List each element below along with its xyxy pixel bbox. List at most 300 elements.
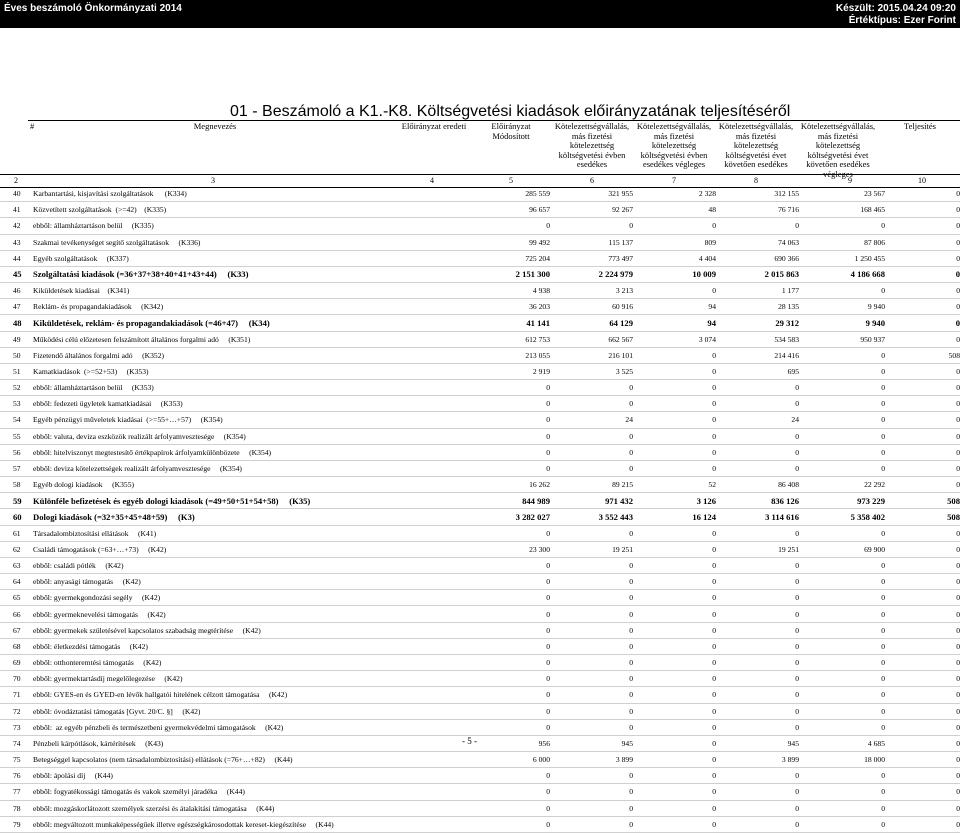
row-value: 0: [885, 784, 960, 800]
table-row: [0, 671, 960, 687]
row-description: ebből: államháztartáson belül (K353): [33, 380, 428, 396]
row-value: 844 989: [467, 493, 550, 509]
table-row: [0, 557, 960, 573]
table-row: [0, 541, 960, 557]
row-value: 96 657: [467, 202, 550, 218]
row-number: 47: [0, 299, 33, 315]
table-row: [0, 250, 960, 266]
row-value: 19 251: [550, 541, 633, 557]
row-value: 0: [885, 460, 960, 476]
table-row: [0, 218, 960, 234]
row-value: 0: [633, 283, 716, 299]
row-description: ebből: ápolási díj (K44): [33, 768, 428, 784]
row-value: 0: [633, 525, 716, 541]
row-value: 18 000: [799, 752, 885, 768]
row-value: 0: [633, 687, 716, 703]
row-value: 0: [885, 412, 960, 428]
expenditure-table: [0, 186, 960, 833]
row-value: 0: [550, 768, 633, 784]
row-value: 0: [885, 396, 960, 412]
row-number: 57: [0, 460, 33, 476]
row-value: 0: [885, 234, 960, 250]
report-header-bar: [0, 0, 960, 28]
col-header-c10: Teljesítés: [904, 121, 936, 131]
row-description: ebből: gyermektartásdíj megelőlegezése (K42): [33, 671, 428, 687]
row-value: 0: [633, 574, 716, 590]
table-row: [0, 266, 960, 282]
row-value: 0: [467, 687, 550, 703]
row-value: 0: [633, 218, 716, 234]
row-value: 6 000: [467, 752, 550, 768]
spacer-cell: [428, 315, 467, 331]
row-value: 0: [885, 719, 960, 735]
row-description: ebből: megváltozott munkaképességűek illetve egészségkárosodottak kereset-kiegészítése (K44): [33, 816, 428, 832]
spacer-cell: [428, 493, 467, 509]
report-title: 01 - Beszámoló a K1.-K8. Költségvetési kiadások előirányzatának teljesítéséről: [230, 103, 791, 120]
row-number: 60: [0, 509, 33, 525]
spacer-cell: [428, 574, 467, 590]
row-value: 809: [633, 234, 716, 250]
row-number: 45: [0, 266, 33, 282]
spacer-cell: [428, 283, 467, 299]
row-value: 0: [799, 638, 885, 654]
row-value: 0: [885, 299, 960, 315]
row-value: 0: [467, 444, 550, 460]
spacer-cell: [428, 509, 467, 525]
row-value: 0: [550, 590, 633, 606]
row-value: 3 282 027: [467, 509, 550, 525]
row-number: 71: [0, 687, 33, 703]
row-value: 0: [716, 380, 799, 396]
row-value: 0: [550, 218, 633, 234]
row-value: 0: [467, 719, 550, 735]
row-value: 0: [799, 428, 885, 444]
row-value: 99 492: [467, 234, 550, 250]
row-value: 0: [467, 396, 550, 412]
row-number: 64: [0, 574, 33, 590]
row-value: 0: [633, 396, 716, 412]
row-value: 0: [799, 363, 885, 379]
row-value: 87 806: [799, 234, 885, 250]
row-value: 19 251: [716, 541, 799, 557]
row-value: 0: [633, 428, 716, 444]
row-value: 0: [885, 250, 960, 266]
row-value: 0: [633, 703, 716, 719]
row-value: 0: [885, 768, 960, 784]
table-row: [0, 768, 960, 784]
row-value: 0: [885, 380, 960, 396]
row-value: 69 900: [799, 541, 885, 557]
row-number: 67: [0, 622, 33, 638]
row-value: 0: [885, 687, 960, 703]
row-value: 74 063: [716, 234, 799, 250]
row-description: ebből: gyermekgondozási segély (K42): [33, 590, 428, 606]
row-number: 62: [0, 541, 33, 557]
row-value: 1 177: [716, 283, 799, 299]
table-row: [0, 816, 960, 832]
row-value: 0: [716, 622, 799, 638]
row-value: 0: [550, 784, 633, 800]
table-row: [0, 380, 960, 396]
row-value: 956: [467, 735, 550, 751]
table-row: [0, 396, 960, 412]
row-value: 0: [633, 735, 716, 751]
row-description: Fizetendő általános forgalmi adó (K352): [33, 347, 428, 363]
row-description: Reklám- és propagandakiadások (K342): [33, 299, 428, 315]
row-value: 0: [716, 444, 799, 460]
table-row: [0, 606, 960, 622]
table-row: [0, 590, 960, 606]
row-number: 52: [0, 380, 33, 396]
row-value: 0: [799, 347, 885, 363]
spacer-cell: [428, 266, 467, 282]
app-title: Éves beszámoló Önkormányzati 2014: [4, 3, 182, 14]
row-description: ebből: fogyatékossági támogatás és vakok személyi járadéka (K44): [33, 784, 428, 800]
row-value: 3 126: [633, 493, 716, 509]
row-value: 0: [716, 784, 799, 800]
row-value: 0: [467, 800, 550, 816]
row-description: ebből: valuta, deviza eszközök realizált árfolyamveszteségе (K354): [33, 428, 428, 444]
table-body: [0, 186, 960, 832]
row-value: 2 919: [467, 363, 550, 379]
row-value: 94: [633, 315, 716, 331]
spacer-cell: [428, 638, 467, 654]
row-value: 0: [633, 412, 716, 428]
row-value: 0: [716, 800, 799, 816]
spacer-cell: [428, 428, 467, 444]
row-value: 0: [799, 654, 885, 670]
row-value: 0: [633, 541, 716, 557]
row-value: 0: [885, 315, 960, 331]
row-value: 0: [633, 347, 716, 363]
spacer-cell: [428, 703, 467, 719]
row-value: 0: [885, 331, 960, 347]
row-value: 0: [716, 654, 799, 670]
row-number: 77: [0, 784, 33, 800]
col-number: 6: [590, 176, 594, 185]
spacer-cell: [428, 622, 467, 638]
row-value: 0: [633, 768, 716, 784]
row-value: 0: [799, 816, 885, 832]
row-value: 0: [885, 654, 960, 670]
row-value: 0: [799, 768, 885, 784]
row-value: 690 366: [716, 250, 799, 266]
row-value: 0: [550, 380, 633, 396]
row-value: 0: [633, 363, 716, 379]
row-value: 0: [799, 606, 885, 622]
row-value: 0: [467, 590, 550, 606]
col-number: 8: [754, 176, 758, 185]
row-description: ebből: anyasági támogatás (K42): [33, 574, 428, 590]
row-value: 0: [633, 557, 716, 573]
spacer-cell: [428, 380, 467, 396]
row-value: 64 129: [550, 315, 633, 331]
row-description: ebből: gyermeknevelési támogatás (K42): [33, 606, 428, 622]
row-value: 0: [467, 622, 550, 638]
row-value: 0: [550, 557, 633, 573]
row-number: 69: [0, 654, 33, 670]
table-row: [0, 493, 960, 509]
row-value: 41 141: [467, 315, 550, 331]
row-description: ebből: az egyéb pénzbeli és természetbeni gyermekvédelmi támogatások (K42): [33, 719, 428, 735]
table-row: [0, 331, 960, 347]
row-value: 60 916: [550, 299, 633, 315]
spacer-cell: [428, 250, 467, 266]
row-value: 0: [550, 574, 633, 590]
row-value: 16 262: [467, 477, 550, 493]
row-value: 0: [467, 671, 550, 687]
row-value: 0: [885, 638, 960, 654]
row-number: 78: [0, 800, 33, 816]
row-description: Kamatkiadások (>=52+53) (K353): [33, 363, 428, 379]
row-description: Karbantartási, kisjavítási szolgáltatások (K334): [33, 186, 428, 202]
row-description: ebből: óvodáztatási támogatás [Gyvt. 20/C. §] (K42): [33, 703, 428, 719]
table-row: [0, 460, 960, 476]
row-value: 4 186 668: [799, 266, 885, 282]
row-value: 4 404: [633, 250, 716, 266]
spacer-cell: [428, 671, 467, 687]
row-value: 4 938: [467, 283, 550, 299]
row-number: 41: [0, 202, 33, 218]
row-description: Pénzbeli kárpótlások, kártérítések (K43): [33, 735, 428, 751]
row-number: 48: [0, 315, 33, 331]
row-value: 534 583: [716, 331, 799, 347]
row-value: 0: [885, 283, 960, 299]
row-number: 68: [0, 638, 33, 654]
row-value: 0: [885, 428, 960, 444]
row-number: 55: [0, 428, 33, 444]
col-header-c8: Kötelezettségvállalás, más fizetési kötelezettség költségvetési évet követően esedékes végleges: [800, 121, 876, 179]
row-value: 0: [799, 800, 885, 816]
row-value: 5 358 402: [799, 509, 885, 525]
row-value: 214 416: [716, 347, 799, 363]
spacer-cell: [428, 477, 467, 493]
col-header-c5: Kötelezettségvállalás, más fizetési kötelezettség költségvetési évben esedékes: [554, 121, 630, 169]
table-row: [0, 654, 960, 670]
table-row: [0, 347, 960, 363]
row-value: 0: [885, 590, 960, 606]
row-value: 3 899: [550, 752, 633, 768]
row-value: 86 408: [716, 477, 799, 493]
row-value: 0: [885, 202, 960, 218]
row-value: 0: [550, 687, 633, 703]
row-value: 216 101: [550, 347, 633, 363]
row-value: 0: [633, 816, 716, 832]
row-value: 16 124: [633, 509, 716, 525]
row-value: 0: [716, 460, 799, 476]
col-header-original: Előirányzat eredeti: [401, 121, 467, 131]
spacer-cell: [428, 412, 467, 428]
row-value: 0: [716, 703, 799, 719]
col-number: 10: [918, 176, 926, 185]
row-value: 0: [885, 186, 960, 202]
row-number: 56: [0, 444, 33, 460]
row-value: 0: [885, 444, 960, 460]
spacer-cell: [428, 541, 467, 557]
row-value: 0: [799, 412, 885, 428]
row-value: 0: [633, 719, 716, 735]
col-number: 2: [14, 176, 18, 185]
row-value: 0: [885, 266, 960, 282]
row-description: Egyéb dologi kiadások (K355): [33, 477, 428, 493]
row-value: 24: [716, 412, 799, 428]
row-value: 0: [716, 671, 799, 687]
row-value: 0: [633, 590, 716, 606]
row-number: 70: [0, 671, 33, 687]
spacer-cell: [428, 444, 467, 460]
row-value: 0: [467, 380, 550, 396]
row-number: 44: [0, 250, 33, 266]
row-value: 52: [633, 477, 716, 493]
row-value: 0: [633, 784, 716, 800]
row-value: 0: [885, 525, 960, 541]
col-header-c6: Kötelezettségvállalás, más fizetési kötelezettség költségvetési évben esedékes végleges: [636, 121, 712, 169]
row-value: 0: [550, 622, 633, 638]
row-value: 76 716: [716, 202, 799, 218]
row-value: 0: [885, 557, 960, 573]
row-value: 0: [467, 412, 550, 428]
row-description: ebből: gyermekek születésével kapcsolatos szabadság megtérítése (K42): [33, 622, 428, 638]
row-value: 0: [716, 590, 799, 606]
row-description: Szakmai tevékenységet segítő szolgáltatások (K336): [33, 234, 428, 250]
table-row: [0, 509, 960, 525]
row-value: 0: [467, 654, 550, 670]
row-description: Társadalombiztosítási ellátások (K41): [33, 525, 428, 541]
row-value: 0: [716, 719, 799, 735]
row-value: 0: [716, 525, 799, 541]
spacer-cell: [428, 331, 467, 347]
row-number: 65: [0, 590, 33, 606]
row-number: 53: [0, 396, 33, 412]
row-number: 46: [0, 283, 33, 299]
row-value: 0: [550, 719, 633, 735]
row-value: 0: [550, 703, 633, 719]
row-value: 9 940: [799, 299, 885, 315]
row-number: 49: [0, 331, 33, 347]
row-value: 3 552 443: [550, 509, 633, 525]
row-number: 75: [0, 752, 33, 768]
row-value: 695: [716, 363, 799, 379]
row-value: 312 155: [716, 186, 799, 202]
row-value: 0: [799, 622, 885, 638]
row-value: 0: [467, 638, 550, 654]
row-value: 9 940: [799, 315, 885, 331]
spacer-cell: [428, 186, 467, 202]
row-number: 58: [0, 477, 33, 493]
spacer-cell: [428, 606, 467, 622]
row-value: 0: [467, 816, 550, 832]
row-value: 2 015 863: [716, 266, 799, 282]
table-row: [0, 784, 960, 800]
row-value: 0: [550, 671, 633, 687]
spacer-cell: [428, 218, 467, 234]
row-value: 0: [885, 541, 960, 557]
table-row: [0, 412, 960, 428]
spacer-cell: [428, 654, 467, 670]
table-row: [0, 186, 960, 202]
row-value: 94: [633, 299, 716, 315]
table-row: [0, 719, 960, 735]
row-value: 0: [633, 752, 716, 768]
spacer-cell: [428, 590, 467, 606]
row-value: 662 567: [550, 331, 633, 347]
spacer-cell: [428, 816, 467, 832]
row-value: 0: [716, 768, 799, 784]
row-value: 0: [550, 460, 633, 476]
row-value: 1 250 455: [799, 250, 885, 266]
row-number: 50: [0, 347, 33, 363]
row-value: 0: [633, 671, 716, 687]
row-value: 0: [716, 687, 799, 703]
row-value: 0: [550, 525, 633, 541]
row-description: ebből: deviza kötelezettségek realizált árfolyamvesztesége (K354): [33, 460, 428, 476]
row-value: 0: [716, 218, 799, 234]
row-number: 54: [0, 412, 33, 428]
row-description: ebből: mozgáskorlátozott személyek szerzési és átalakítási támogatása (K44): [33, 800, 428, 816]
col-number: 7: [672, 176, 676, 185]
table-row: [0, 283, 960, 299]
row-value: 0: [633, 606, 716, 622]
table-row: [0, 735, 960, 751]
row-value: 0: [716, 816, 799, 832]
spacer-cell: [428, 234, 467, 250]
row-value: 0: [799, 525, 885, 541]
row-value: 0: [885, 800, 960, 816]
col-number: 4: [430, 176, 434, 185]
row-description: Dologi kiadások (=32+35+45+48+59) (K3): [33, 509, 428, 525]
row-value: 0: [885, 622, 960, 638]
row-value: 950 937: [799, 331, 885, 347]
table-row: [0, 687, 960, 703]
row-value: 508: [885, 509, 960, 525]
table-row: [0, 299, 960, 315]
table-row: [0, 363, 960, 379]
row-value: 0: [550, 606, 633, 622]
row-value: 0: [633, 800, 716, 816]
row-value: 0: [467, 574, 550, 590]
row-number: 73: [0, 719, 33, 735]
row-description: ebből: államháztartáson belül (K335): [33, 218, 428, 234]
spacer-cell: [428, 396, 467, 412]
row-value: 0: [885, 703, 960, 719]
spacer-cell: [428, 687, 467, 703]
row-value: 0: [885, 752, 960, 768]
row-value: 92 267: [550, 202, 633, 218]
row-value: 0: [550, 654, 633, 670]
row-value: 0: [633, 380, 716, 396]
row-description: Egyéb szolgáltatások (K337): [33, 250, 428, 266]
row-value: 0: [885, 218, 960, 234]
row-description: Szolgáltatási kiadások (=36+37+38+40+41+43+44) (K33): [33, 266, 428, 282]
row-value: 0: [799, 671, 885, 687]
row-value: 0: [633, 460, 716, 476]
row-value: 115 137: [550, 234, 633, 250]
row-description: ebből: életkezdési támogatás (K42): [33, 638, 428, 654]
row-value: 0: [550, 638, 633, 654]
row-value: 0: [799, 380, 885, 396]
row-number: 76: [0, 768, 33, 784]
row-value: 773 497: [550, 250, 633, 266]
table-row: [0, 800, 960, 816]
row-number: 59: [0, 493, 33, 509]
row-number: 61: [0, 525, 33, 541]
row-description: Kiküldetések kiadásai (K341): [33, 283, 428, 299]
row-value: 0: [716, 574, 799, 590]
row-value: 508: [885, 347, 960, 363]
row-value: 0: [550, 428, 633, 444]
row-value: 28 135: [716, 299, 799, 315]
row-value: 0: [885, 735, 960, 751]
